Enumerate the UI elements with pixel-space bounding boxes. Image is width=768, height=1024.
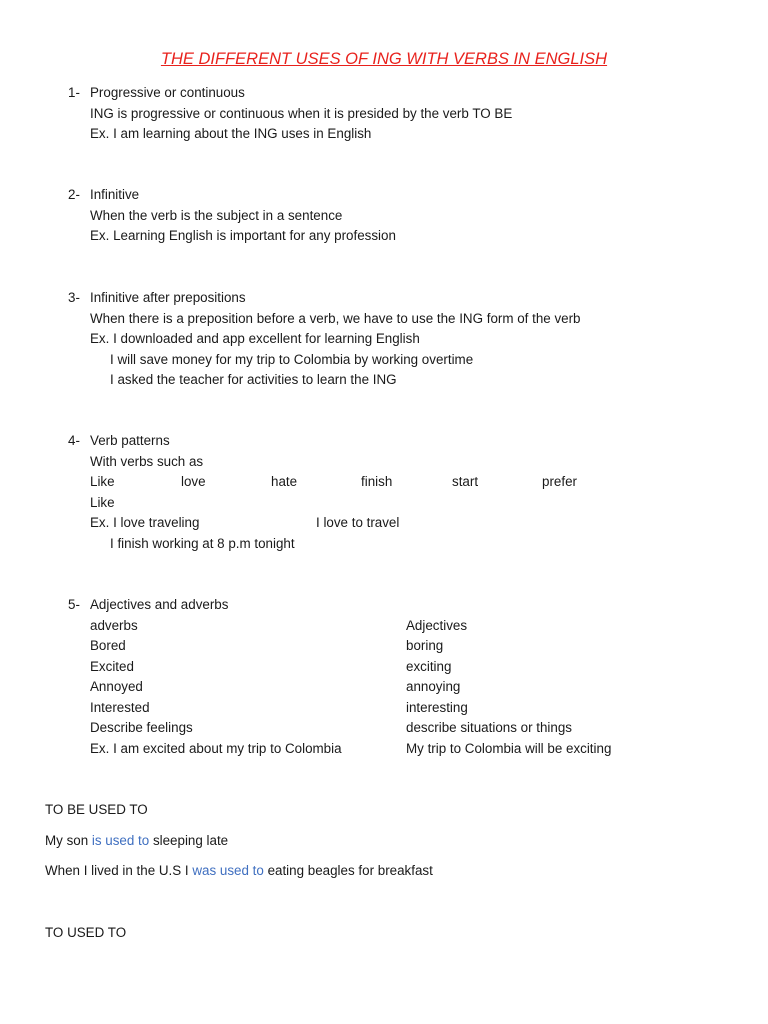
section-example: Ex. I love traveling	[90, 515, 200, 530]
verb-item: Like	[90, 474, 115, 489]
table-cell: Describe feelings	[90, 720, 193, 735]
verb-item: love	[181, 474, 206, 489]
table-row	[68, 677, 708, 698]
section-number: 1-	[68, 85, 80, 100]
table-row	[68, 698, 708, 719]
section-infinitive	[68, 185, 708, 247]
section-heading: Infinitive after prepositions	[90, 290, 246, 305]
section-infinitive-prepositions	[68, 288, 708, 391]
section-line: ING is progressive or continuous when it is presided by the verb TO BE	[90, 105, 513, 121]
highlighted-phrase: was used to	[192, 863, 264, 878]
section-example-indented: I will save money for my trip to Colombia by working overtime	[110, 351, 474, 367]
verb-item: finish	[361, 474, 393, 489]
table-cell: interesting	[406, 699, 468, 715]
table-cell: Bored	[90, 638, 126, 653]
section-number: 2-	[68, 187, 80, 202]
section-heading: Verb patterns	[90, 433, 170, 448]
table-row	[68, 616, 708, 637]
section-adjectives-adverbs	[68, 595, 708, 759]
section-example-indented: I asked the teacher for activities to learn the ING	[110, 372, 397, 387]
section-verb-patterns	[68, 431, 708, 554]
section-number: 3-	[68, 290, 80, 305]
section-progressive	[68, 83, 708, 145]
verb-item-extra: Like	[90, 494, 115, 510]
section-number: 4-	[68, 433, 80, 448]
section-example: Ex. Learning English is important for any profession	[90, 228, 396, 243]
sentence-text: My son	[45, 833, 92, 848]
used-to-heading-2: TO USED TO	[45, 925, 127, 940]
table-cell: Ex. I am excited about my trip to Colombia	[90, 740, 342, 756]
verb-item: start	[452, 474, 479, 489]
section-example: Ex. I downloaded and app excellent for learning English	[90, 331, 420, 346]
table-cell: describe situations or things	[406, 720, 572, 735]
section-heading: Infinitive	[90, 187, 140, 202]
section-example: Ex. I am learning about the ING uses in English	[90, 126, 372, 141]
table-cell: Interested	[90, 699, 150, 715]
table-cell: adverbs	[90, 617, 138, 633]
table-cell: exciting	[406, 658, 452, 674]
section-line: When the verb is the subject in a sentence	[90, 207, 343, 223]
section-heading: Adjectives and adverbs	[90, 597, 229, 612]
table-cell: annoying	[406, 679, 461, 694]
used-to-sentence	[45, 861, 433, 881]
table-cell: Annoyed	[90, 679, 143, 694]
used-to-heading: TO BE USED TO	[45, 802, 148, 817]
table-row	[68, 636, 708, 657]
highlighted-phrase: is used to	[91, 833, 150, 848]
section-example-indented: I finish working at 8 p.m tonight	[110, 535, 295, 551]
used-to-sentence	[45, 831, 228, 851]
table-row	[68, 739, 708, 760]
verb-item: prefer	[542, 474, 577, 489]
verb-item: hate	[271, 474, 298, 489]
table-cell: Excited	[90, 658, 134, 674]
verb-list	[68, 472, 708, 493]
section-example-alt: I love to travel	[316, 515, 400, 530]
table-row	[68, 657, 708, 678]
section-heading: Progressive or continuous	[90, 85, 245, 100]
section-line: With verbs such as	[90, 453, 204, 469]
section-number: 5-	[68, 597, 80, 612]
table-cell: Adjectives	[406, 617, 468, 633]
table-cell: boring	[406, 638, 444, 653]
table-cell: My trip to Colombia will be exciting	[406, 740, 612, 756]
sentence-text: When I lived in the U.S I	[45, 863, 193, 878]
sentence-text: sleeping late	[149, 833, 229, 848]
table-row	[68, 718, 708, 739]
section-line: When there is a preposition before a verb, we have to use the ING form of the verb	[90, 310, 581, 326]
document-title: THE DIFFERENT USES OF ING WITH VERBS IN ENGLISH	[160, 50, 608, 68]
sentence-text: eating beagles for breakfast	[263, 863, 433, 878]
